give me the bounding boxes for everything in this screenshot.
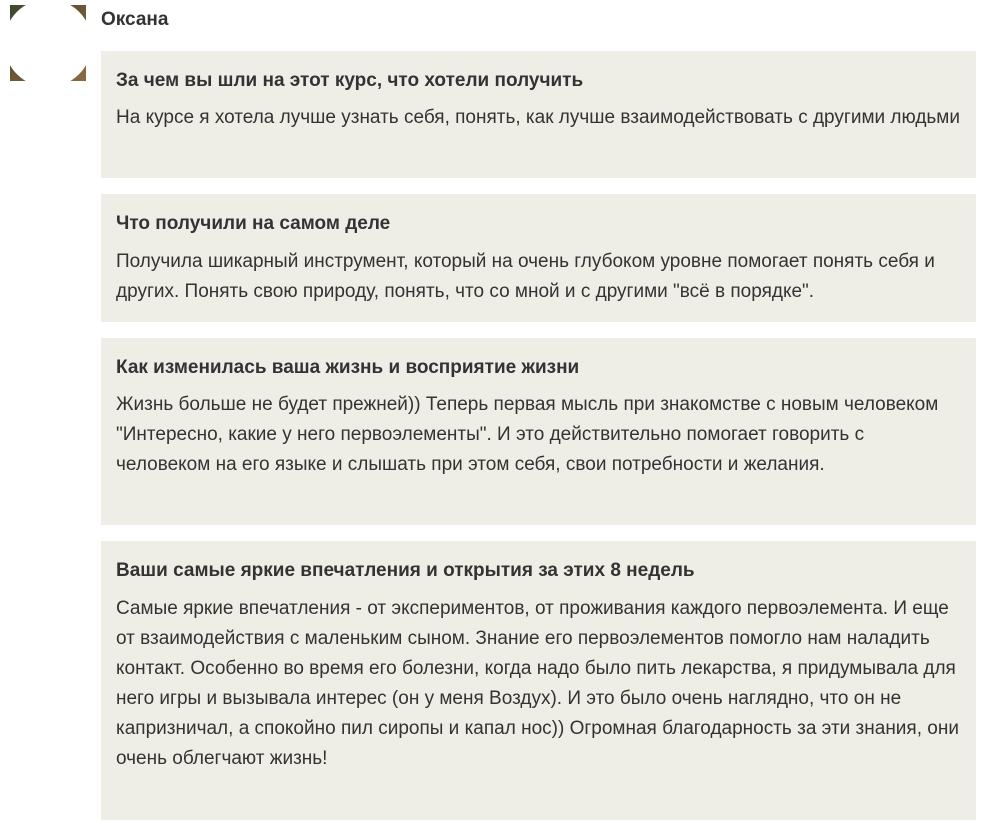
section-answer: Получила шикарный инструмент, который на очень глубоком уровне помогает понять себя и других. Понять свою природу, понять, что со мной и с другими "всё в порядке". bbox=[116, 251, 935, 302]
author-name: Оксана bbox=[101, 9, 169, 30]
review-section-results bbox=[101, 194, 976, 322]
review-section-impressions bbox=[101, 541, 976, 820]
review-section-life-change bbox=[101, 338, 976, 525]
section-question: Ваши самые яркие впечатления и открытия за этих 8 недель bbox=[116, 560, 695, 581]
section-question: Что получили на самом деле bbox=[116, 213, 391, 234]
section-answer: Жизнь больше не будет прежней)) Теперь первая мысль при знакомстве с новым человеком "Интересно, какие у него первоэлементы". И это действительно помогает говорить с человеком на его языке и слышать при этом себя, свои потребности и желания. bbox=[116, 394, 939, 475]
section-answer: Самые яркие впечатления - от экспериментов, от проживания каждого первоэлемента. И еще от взаимодействия с маленьким сыном. Знание его первоэлементов помогло нам наладить контакт. Особенно во время его болезни, когда надо было пить лекарства, я придумывала для него игры и вызывала интерес (он у меня Воздух). И это было очень наглядно, что он не капризничал, а спокойно пил сиропы и капал нос)) Огромная благодарность за эти знания, они очень облегчают жизнь! bbox=[116, 598, 959, 769]
section-answer: На курсе я хотела лучше узнать себя, понять, как лучше взаимодействовать с другими людьми bbox=[116, 107, 960, 128]
section-question: Как изменилась ваша жизнь и восприятие жизни bbox=[116, 357, 580, 378]
section-question: За чем вы шли на этот курс, что хотели получить bbox=[116, 70, 584, 91]
avatar bbox=[10, 5, 86, 81]
review-section-goals bbox=[101, 51, 976, 178]
